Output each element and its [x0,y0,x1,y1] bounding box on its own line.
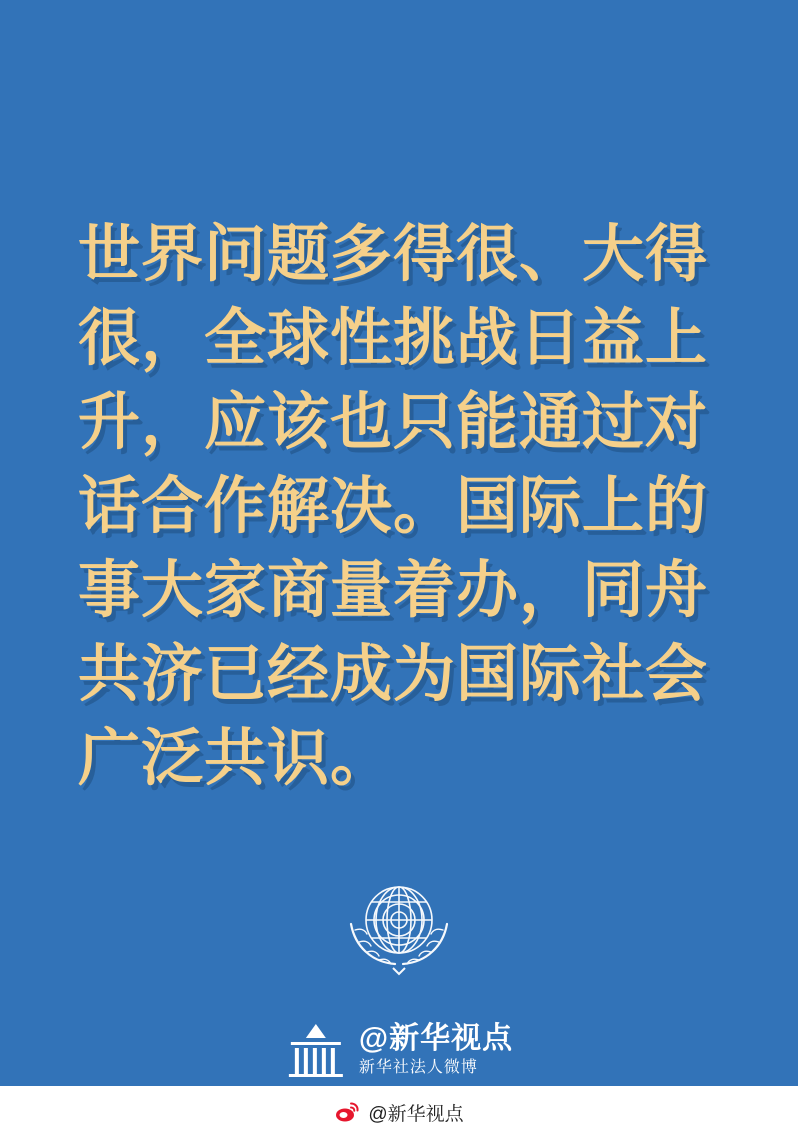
xinhua-logo-icon [285,1022,347,1078]
united-nations-emblem-icon [335,868,463,986]
brand-text [359,1024,513,1076]
footer-account-name: @新华视点 [368,1103,464,1125]
footer-bar [0,1086,798,1138]
brand-name: @新华视点 [358,1022,514,1055]
brand-subtitle: 新华社法人微博 [358,1059,478,1076]
brand-row [285,1022,513,1078]
weibo-icon [334,1099,360,1125]
quote-text: 世界问题多得很、大得很，全球性挑战日益上升，应该也只能通过对话合作解决。国际上的事大家商量着办，同舟共济已经成为国际社会广泛共识。 [78,217,709,794]
